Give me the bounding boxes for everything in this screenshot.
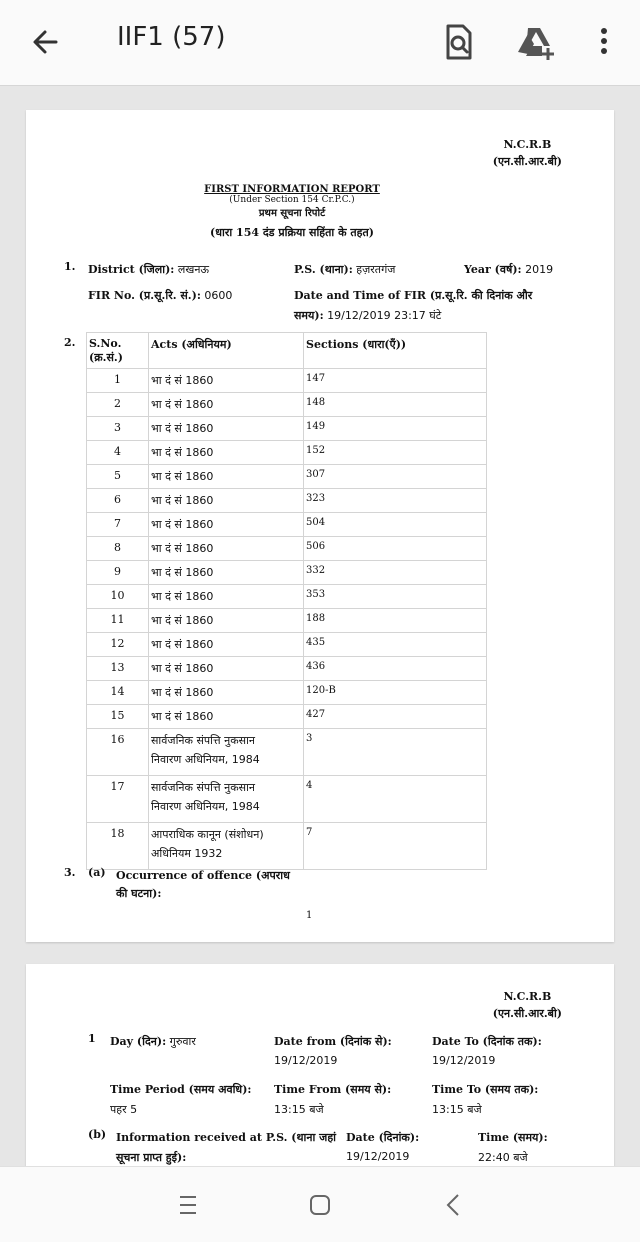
row-act: भा दं सं 1860 xyxy=(149,705,304,729)
home-icon[interactable] xyxy=(302,1187,338,1223)
row-sno: 5 xyxy=(87,465,149,489)
table-row xyxy=(87,369,487,393)
time-from-value: 13:15 बजे xyxy=(274,1103,324,1116)
row-section: 4 xyxy=(304,776,487,823)
table-row xyxy=(87,537,487,561)
back-icon[interactable] xyxy=(436,1187,472,1223)
row-section: 504 xyxy=(304,513,487,537)
row-section: 353 xyxy=(304,585,487,609)
table-row xyxy=(87,513,487,537)
app-bar xyxy=(0,0,640,86)
row-act: भा दं सं 1860 xyxy=(149,561,304,585)
row-act: भा दं सं 1860 xyxy=(149,609,304,633)
fir-datetime-label: Date and Time of FIR (प्र.सू.रि. की दिनांक और xyxy=(294,289,533,302)
time-period-value: पहर 5 xyxy=(110,1103,138,1116)
table-row xyxy=(87,585,487,609)
row-section: 7 xyxy=(304,823,487,870)
row-act: सार्वजनिक संपत्ति नुकसान निवारण अधिनियम, 1984 xyxy=(149,776,304,823)
row-section: 188 xyxy=(304,609,487,633)
row-section: 3 xyxy=(304,729,487,776)
row-act: आपराधिक कानून (संशोधन) अधिनियम 1932 xyxy=(149,823,304,870)
row-section: 148 xyxy=(304,393,487,417)
row-section: 152 xyxy=(304,441,487,465)
more-vert-icon[interactable] xyxy=(582,20,626,64)
row-sno: 7 xyxy=(87,513,149,537)
row-section: 427 xyxy=(304,705,487,729)
row-act: भा दं सं 1860 xyxy=(149,657,304,681)
report-heading: FIRST INFORMATION REPORT (Under Section 154 Cr.P.C.) प्रथम सूचना रिपोर्ट (धारा 154 दंड प्रक्रिया सहिंता के तहत) xyxy=(204,184,380,239)
add-to-drive-icon[interactable] xyxy=(514,20,558,64)
table-row xyxy=(87,417,487,441)
row-act: भा दं सं 1860 xyxy=(149,417,304,441)
table-row xyxy=(87,729,487,776)
row-sno: 11 xyxy=(87,609,149,633)
occurrence-label: Occurrence of offence (अपराध xyxy=(116,869,290,882)
row-sno: 9 xyxy=(87,561,149,585)
row-act: भा दं सं 1860 xyxy=(149,465,304,489)
row-sno: 13 xyxy=(87,657,149,681)
ncrb-header: N.C.R.B (एन.सी.आर.बी) xyxy=(492,990,562,1020)
table-row xyxy=(87,441,487,465)
table-row xyxy=(87,681,487,705)
table-row xyxy=(87,823,487,870)
row-section: 436 xyxy=(304,657,487,681)
row-section: 323 xyxy=(304,489,487,513)
row-sno: 3 xyxy=(87,417,149,441)
row-act: सार्वजनिक संपत्ति नुकसान निवारण अधिनियम, 1984 xyxy=(149,729,304,776)
date-to-value: 19/12/2019 xyxy=(432,1054,496,1067)
row-sno: 1 xyxy=(87,369,149,393)
row-section: 435 xyxy=(304,633,487,657)
row-sno: 14 xyxy=(87,681,149,705)
row-sno: 10 xyxy=(87,585,149,609)
row-sno: 12 xyxy=(87,633,149,657)
row-act: भा दं सं 1860 xyxy=(149,393,304,417)
row-sno: 2 xyxy=(87,393,149,417)
time-to-value: 13:15 बजे xyxy=(432,1103,482,1116)
document-title: IIF1 (57) xyxy=(117,22,226,52)
row-act: भा दं सं 1860 xyxy=(149,585,304,609)
table-header-row: S.No. (क्र.सं.) Acts (अधिनियम) Sections (धारा(एँ)) xyxy=(87,333,487,369)
row-section: 120-B xyxy=(304,681,487,705)
table-row xyxy=(87,633,487,657)
row-act: भा दं सं 1860 xyxy=(149,369,304,393)
day-field: Day (दिन): गुरुवार xyxy=(110,1035,196,1048)
row-section: 307 xyxy=(304,465,487,489)
table-row xyxy=(87,705,487,729)
info-time-value: 22:40 बजे xyxy=(478,1151,528,1164)
row-sno: 15 xyxy=(87,705,149,729)
recent-apps-icon[interactable] xyxy=(170,1187,206,1223)
table-row xyxy=(87,776,487,823)
row-sno: 8 xyxy=(87,537,149,561)
document-viewer[interactable] xyxy=(0,86,640,1166)
date-from-value: 19/12/2019 xyxy=(274,1054,338,1067)
row-sno: 17 xyxy=(87,776,149,823)
year-field: Year (वर्ष): 2019 xyxy=(464,263,554,276)
row-sno: 4 xyxy=(87,441,149,465)
document-page-2: N.C.R.B (एन.सी.आर.बी) 1 Day (दिन): गुरुवार Date from (दिनांक से): 19/12/2019 Date To (दिनांक तक): 19/12/2019 Time Period (समय अवधि): पहर 5 Time From (समय से): 13:15 बजे Time To (समय तक): 13:15 बजे (b) Information received at P.S. (थाना जहां सूचना प्राप्त हुई): Date (दिनांक): 19/12/2019 Time (समय): 22:40 बजे xyxy=(26,964,614,1166)
search-document-icon[interactable] xyxy=(436,20,480,64)
table-row xyxy=(87,393,487,417)
fir-datetime-field: समय): 19/12/2019 23:17 घंटे xyxy=(294,309,442,322)
page-number: 1 xyxy=(306,910,313,921)
row-act: भा दं सं 1860 xyxy=(149,681,304,705)
document-page-1: N.C.R.B (एन.सी.आर.बी) FIRST INFORMATION REPORT (Under Section 154 Cr.P.C.) प्रथम सूचना रिपोर्ट (धारा 154 दंड प्रक्रिया सहिंता के तहत) 1. District (जिला): लखनऊ P.S. (थाना): हज़रतगंज Year (वर्ष): 2019 FIR No. (प्र.सू.रि. सं.): 0600 Date and Time of FIR (प्र.सू.रि. की दिनांक और समय): 19/12/2019 23:17 घंटे 2. S.No. (क्र.सं.) Acts (अधिनियम) Sections (धारा(एँ)) 1 भा दं सं 1860 147 2 भा दं सं 1860 148 3 भा दं सं 1860 149 4 भा दं सं 1860 152 5 भा दं सं 1860 307 6 भा दं सं 1860 323 7 भा दं सं 1860 504 8 भा दं सं 1860 506 9 भा दं सं 1860 332 10 भा दं सं 1860 353 11 भा दं सं 1860 188 12 भा दं सं 1860 435 13 भा दं सं 1860 436 14 भा दं सं 1860 120-B 15 भा दं सं 1860 427 16 सार्वजनिक संपत्ति नुकसान निवारण अधिनियम, 1984 3 17 सार्वजनिक संपत्ति नुकसान निवारण अधिनियम, 1984 4 18 आपराधिक कानून (संशोधन) अधिनियम 1932 7 3. (a) Occurrence of offence (अपराध की घटना): 1 xyxy=(26,110,614,942)
ncrb-header: N.C.R.B (एन.सी.आर.बी) xyxy=(492,138,562,168)
row-section: 149 xyxy=(304,417,487,441)
fir-number-field: FIR No. (प्र.सू.रि. सं.): 0600 xyxy=(88,289,233,302)
table-row xyxy=(87,657,487,681)
row-section: 147 xyxy=(304,369,487,393)
row-sno: 6 xyxy=(87,489,149,513)
acts-sections-table xyxy=(86,332,487,870)
row-act: भा दं सं 1860 xyxy=(149,513,304,537)
table-row xyxy=(87,465,487,489)
row-section: 506 xyxy=(304,537,487,561)
info-date-value: 19/12/2019 xyxy=(346,1150,410,1163)
table-row xyxy=(87,561,487,585)
table-row xyxy=(87,609,487,633)
row-section: 332 xyxy=(304,561,487,585)
row-act: भा दं सं 1860 xyxy=(149,537,304,561)
row-sno: 16 xyxy=(87,729,149,776)
police-station-field: P.S. (थाना): हज़रतगंज xyxy=(294,263,396,276)
back-arrow-icon[interactable] xyxy=(26,22,66,62)
system-nav-bar xyxy=(0,1166,640,1242)
district-field: District (जिला): लखनऊ xyxy=(88,263,210,276)
row-act: भा दं सं 1860 xyxy=(149,489,304,513)
row-act: भा दं सं 1860 xyxy=(149,633,304,657)
table-row xyxy=(87,489,487,513)
row-sno: 18 xyxy=(87,823,149,870)
row-act: भा दं सं 1860 xyxy=(149,441,304,465)
